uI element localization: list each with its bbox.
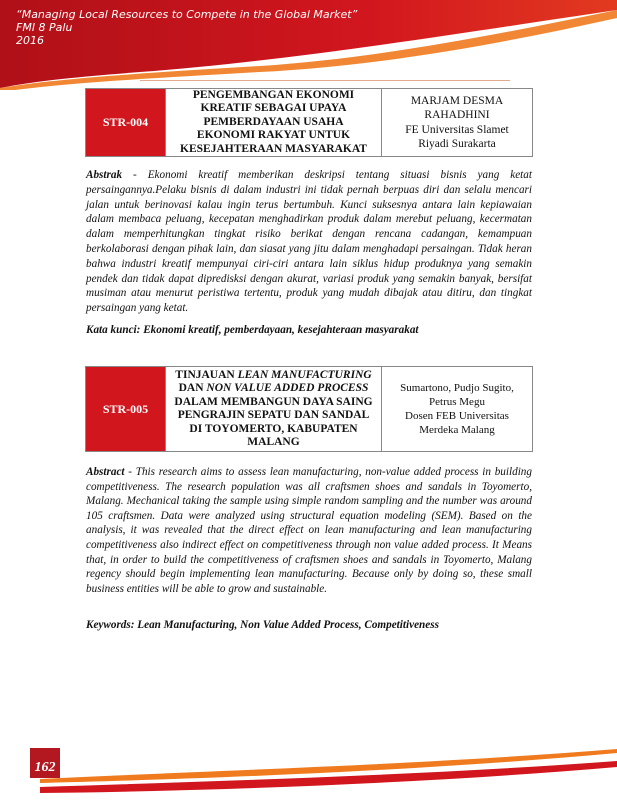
keywords: Kata kunci: Ekonomi kreatif, pemberdayaan, kesejahteraan masyarakat xyxy=(86,324,419,336)
paper-title xyxy=(166,89,382,156)
paper-title-line: KESEJAHTERAAN MASYARAKAT xyxy=(180,142,367,155)
footer-swoosh xyxy=(0,735,617,800)
paper-title-line xyxy=(172,369,375,383)
author-line: Dosen FEB Universitas xyxy=(405,410,509,422)
abstract-paragraph xyxy=(86,465,532,596)
header-divider xyxy=(140,80,510,81)
title-italic-term: LEAN MANUFACTURING xyxy=(237,368,372,381)
paper-title-line: PENGEMBANGAN EKONOMI xyxy=(192,88,355,101)
abstract-label: Abstrak xyxy=(86,169,123,181)
title-italic-term: NON VALUE ADDED PROCESS xyxy=(206,382,369,394)
paper-title-line: DI TOYOMERTO, KABUPATEN xyxy=(189,422,358,435)
abstract-text: - This research aims to assess lean manufacturing, non-value added process in building competitiveness. The research population was all craftsmen shoes and sandals in Toyomerto, Malang. Mechanical taking the sample using simple random sampling and the number was around 105 craftsmen. Data were analyzed using structural equation modeling (SEM). Based on the analysis, it was revealed that the direct effect on lean manufacturing and lean manufacturing competitiveness also indirect effect on competitiveness through non value added process. It Means that, in order to build the competitiveness of craftsmen shoes and sandals in Toyomerto, Malang regency should begin implementing lean manufacturing. Because only by doing so, these small business entities will be able to grow and sustainable. xyxy=(86,466,532,595)
author-line: Riyadi Surakarta xyxy=(418,138,496,150)
paper-entry-table xyxy=(85,88,533,157)
title-text: DAN xyxy=(178,382,207,394)
author-line: MARJAM DESMA xyxy=(410,94,504,107)
keywords: Keywords: Lean Manufacturing, Non Value Added Process, Competitiveness xyxy=(86,619,439,631)
author-line: Petrus Megu xyxy=(429,396,485,408)
paper-title-line: DALAM MEMBANGUN DAYA SAING xyxy=(174,395,373,408)
header-year: 2016 xyxy=(16,34,44,47)
title-text: TINJAUAN xyxy=(175,368,238,381)
paper-title-line: MALANG xyxy=(247,436,300,448)
page-number: 162 xyxy=(30,748,60,778)
paper-authors xyxy=(382,367,532,451)
paper-title-line: KREATIF SEBAGAI UPAYA xyxy=(200,102,347,115)
header-event-name: FMI 8 Palu xyxy=(16,21,73,34)
paper-authors xyxy=(382,89,532,156)
author-line: RAHADHINI xyxy=(424,109,490,121)
paper-title-line xyxy=(172,382,375,396)
paper-title-line: PEMBERDAYAAN USAHA xyxy=(203,115,344,128)
author-line: FE Universitas Slamet xyxy=(405,123,509,136)
paper-code: STR-005 xyxy=(86,367,166,451)
paper-title-line: PENGRAJIN SEPATU DAN SANDAL xyxy=(177,409,370,421)
abstract-label: Abstract xyxy=(86,466,125,478)
abstract-paragraph xyxy=(86,168,532,316)
paper-title-line: EKONOMI RAKYAT UNTUK xyxy=(196,129,351,142)
paper-title xyxy=(166,367,382,451)
author-line: Sumartono, Pudjo Sugito, xyxy=(400,382,514,394)
author-line: Merdeka Malang xyxy=(419,424,495,436)
paper-code: STR-004 xyxy=(86,89,166,156)
abstract-text: - Ekonomi kreatif memberikan deskripsi tentang situasi bisnis yang ketat persaingannya.Pelaku bisnis di dalam industri ini tidak pernah berpuas diri dan selalu mencari jalan untuk berinovasi kalau ingin terus bertumbuh. Kunci suksesnya antara lain kepiawaian dalam membaca peluang, kecepatan menghadirkan produk dalam merebut peluang, kecermatan dalam memperhitungkan tingkat risiko berikat dengan rencana cadangan, kemampuan berkolaborasi dengan pihak lain, dan siasat yang jitu dalam menghadapi persaingan. Tidak heran bahwa industri kreatif mempunyai ciri-ciri antara lain siklus hidup produknya yang semakin pendek dan tidak dapat dipredisksi dengan akurat, variasi produk yang semakin banyak, bersifat musiman atau menurut peristiwa tertentu, produk yang mudah dibajak atau ditiru, dan tingkat persaingan yang ketat. xyxy=(86,169,532,315)
header-conference-theme: “Managing Local Resources to Compete in the Global Market” xyxy=(16,8,358,21)
footer-swoosh-graphic xyxy=(0,735,617,800)
paper-entry-table xyxy=(85,366,533,452)
header-banner xyxy=(0,0,617,90)
